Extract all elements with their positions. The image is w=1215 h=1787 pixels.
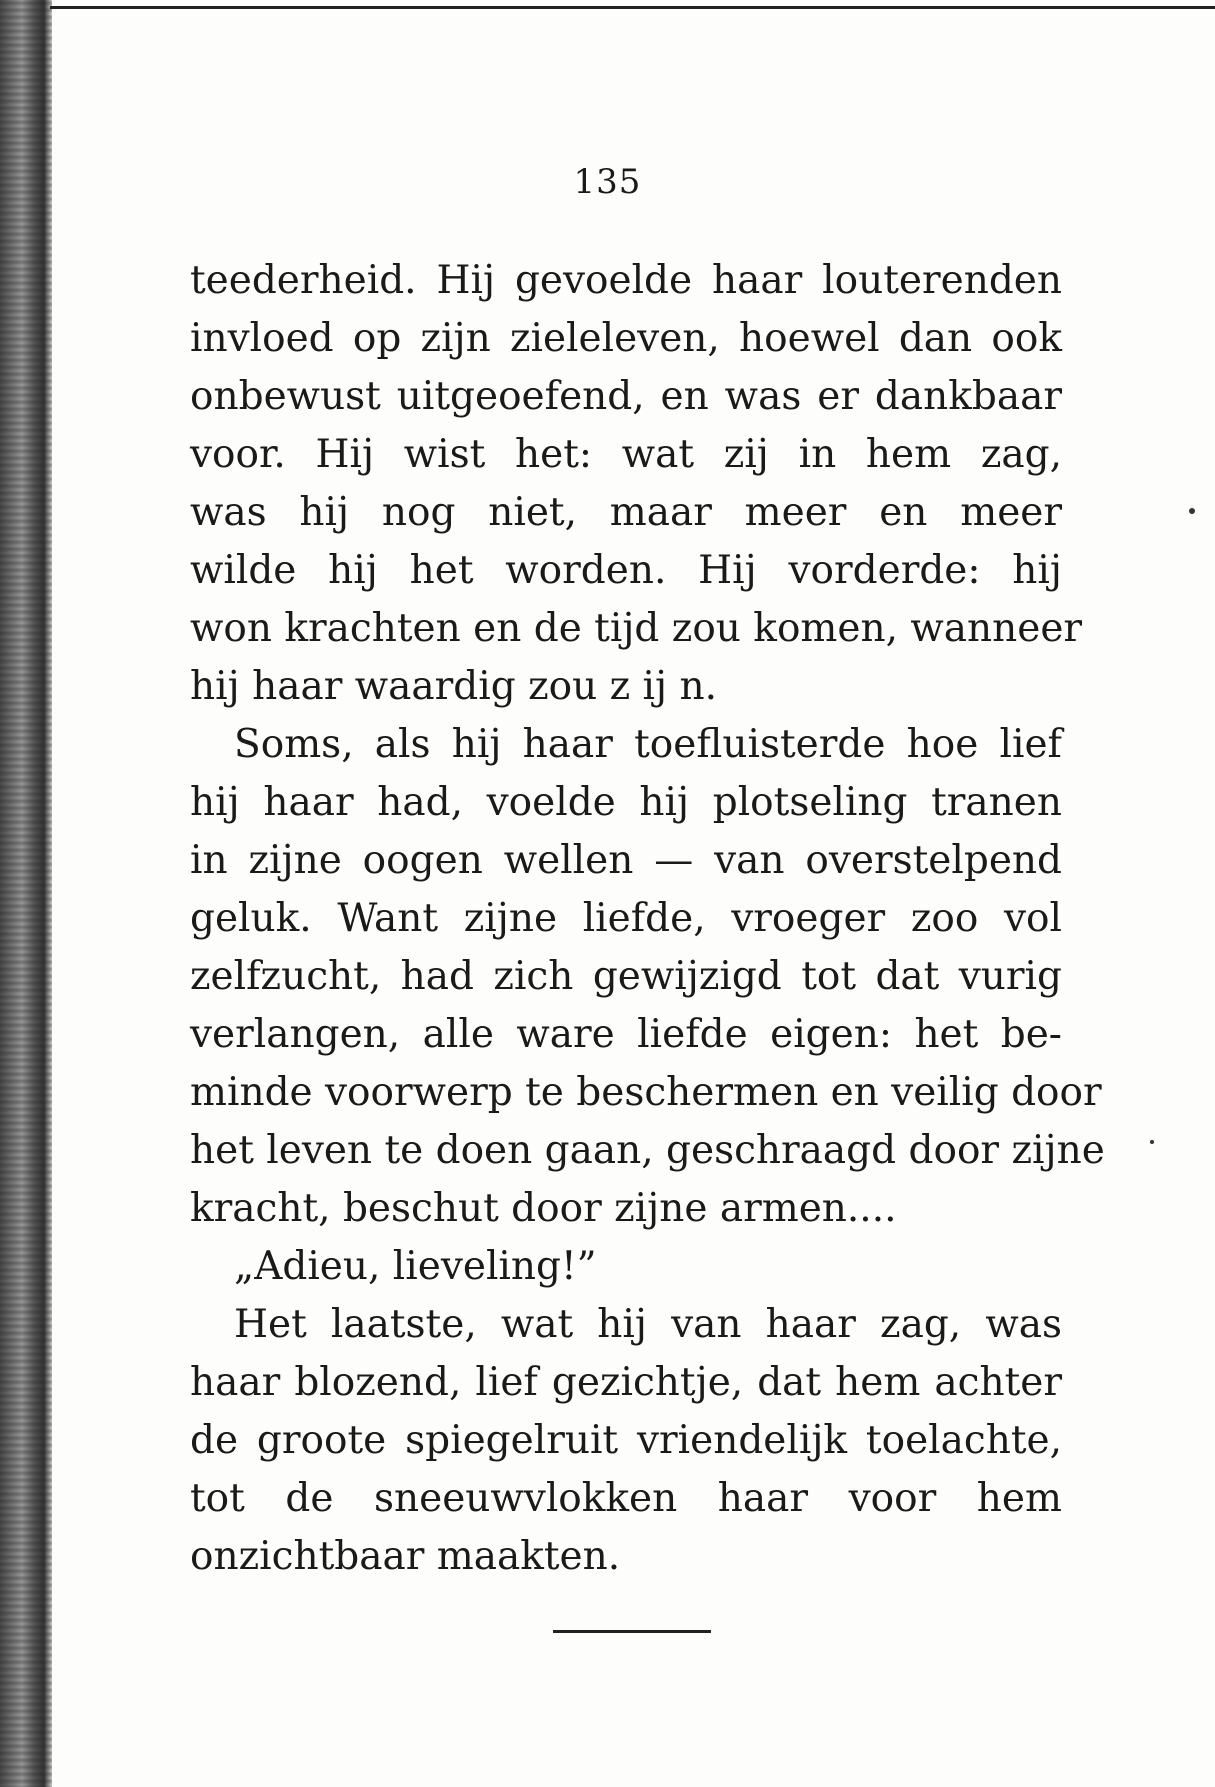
top-border-line (50, 6, 1215, 9)
text-line: Het laatste, wat hij van haar zag, was (234, 1302, 1062, 1347)
binding-edge (0, 0, 52, 1787)
text-line: teederheid. Hij gevoelde haar louterenden (190, 258, 1062, 303)
text-line: onzichtbaar maakten. (190, 1534, 621, 1579)
text-line: in zijne oogen wellen — van overstelpend (190, 838, 1062, 883)
text-line: hij haar waardig zou z ij n. (190, 664, 718, 709)
text-line: zelfzucht, had zich gewijzigd tot dat vurig (190, 954, 1062, 999)
text-line: de groote spiegelruit vriendelijk toelachte, (190, 1418, 1062, 1463)
text-line: won krachten en de tijd zou komen, wanneer (190, 606, 1083, 651)
text-line: verlangen, alle ware liefde eigen: het be- (190, 1012, 1062, 1057)
text-line: voor. Hij wist het: wat zij in hem zag, (190, 432, 1062, 477)
text-line: geluk. Want zijne liefde, vroeger zoo vol (190, 896, 1062, 941)
text-line: onbewust uitgeoefend, en was er dankbaar (190, 374, 1062, 419)
text-line: wilde hij het worden. Hij vorderde: hij (190, 548, 1062, 593)
page-number: 135 (573, 162, 642, 202)
text-line: hij haar had, voelde hij plotseling tranen (190, 780, 1062, 825)
ink-speck (1150, 1140, 1154, 1144)
text-line: Soms, als hij haar toefluisterde hoe lief (234, 722, 1062, 767)
end-rule (553, 1630, 711, 1633)
text-line: het leven te doen gaan, geschraagd door zijne (190, 1128, 1105, 1173)
body-text (190, 252, 1105, 1586)
text-line: tot de sneeuwvlokken haar voor hem (190, 1476, 1062, 1521)
text-line: invloed op zijn zieleleven, hoewel dan ook (190, 316, 1062, 361)
ink-speck (1189, 508, 1195, 514)
text-line: was hij nog niet, maar meer en meer (190, 490, 1062, 535)
text-line: minde voorwerp te beschermen en veilig door (190, 1070, 1102, 1115)
text-line: kracht, beschut door zijne armen.... (190, 1186, 897, 1231)
text-line: haar blozend, lief gezichtje, dat hem achter (190, 1360, 1062, 1405)
text-line: „Adieu, lieveling!” (234, 1244, 597, 1289)
